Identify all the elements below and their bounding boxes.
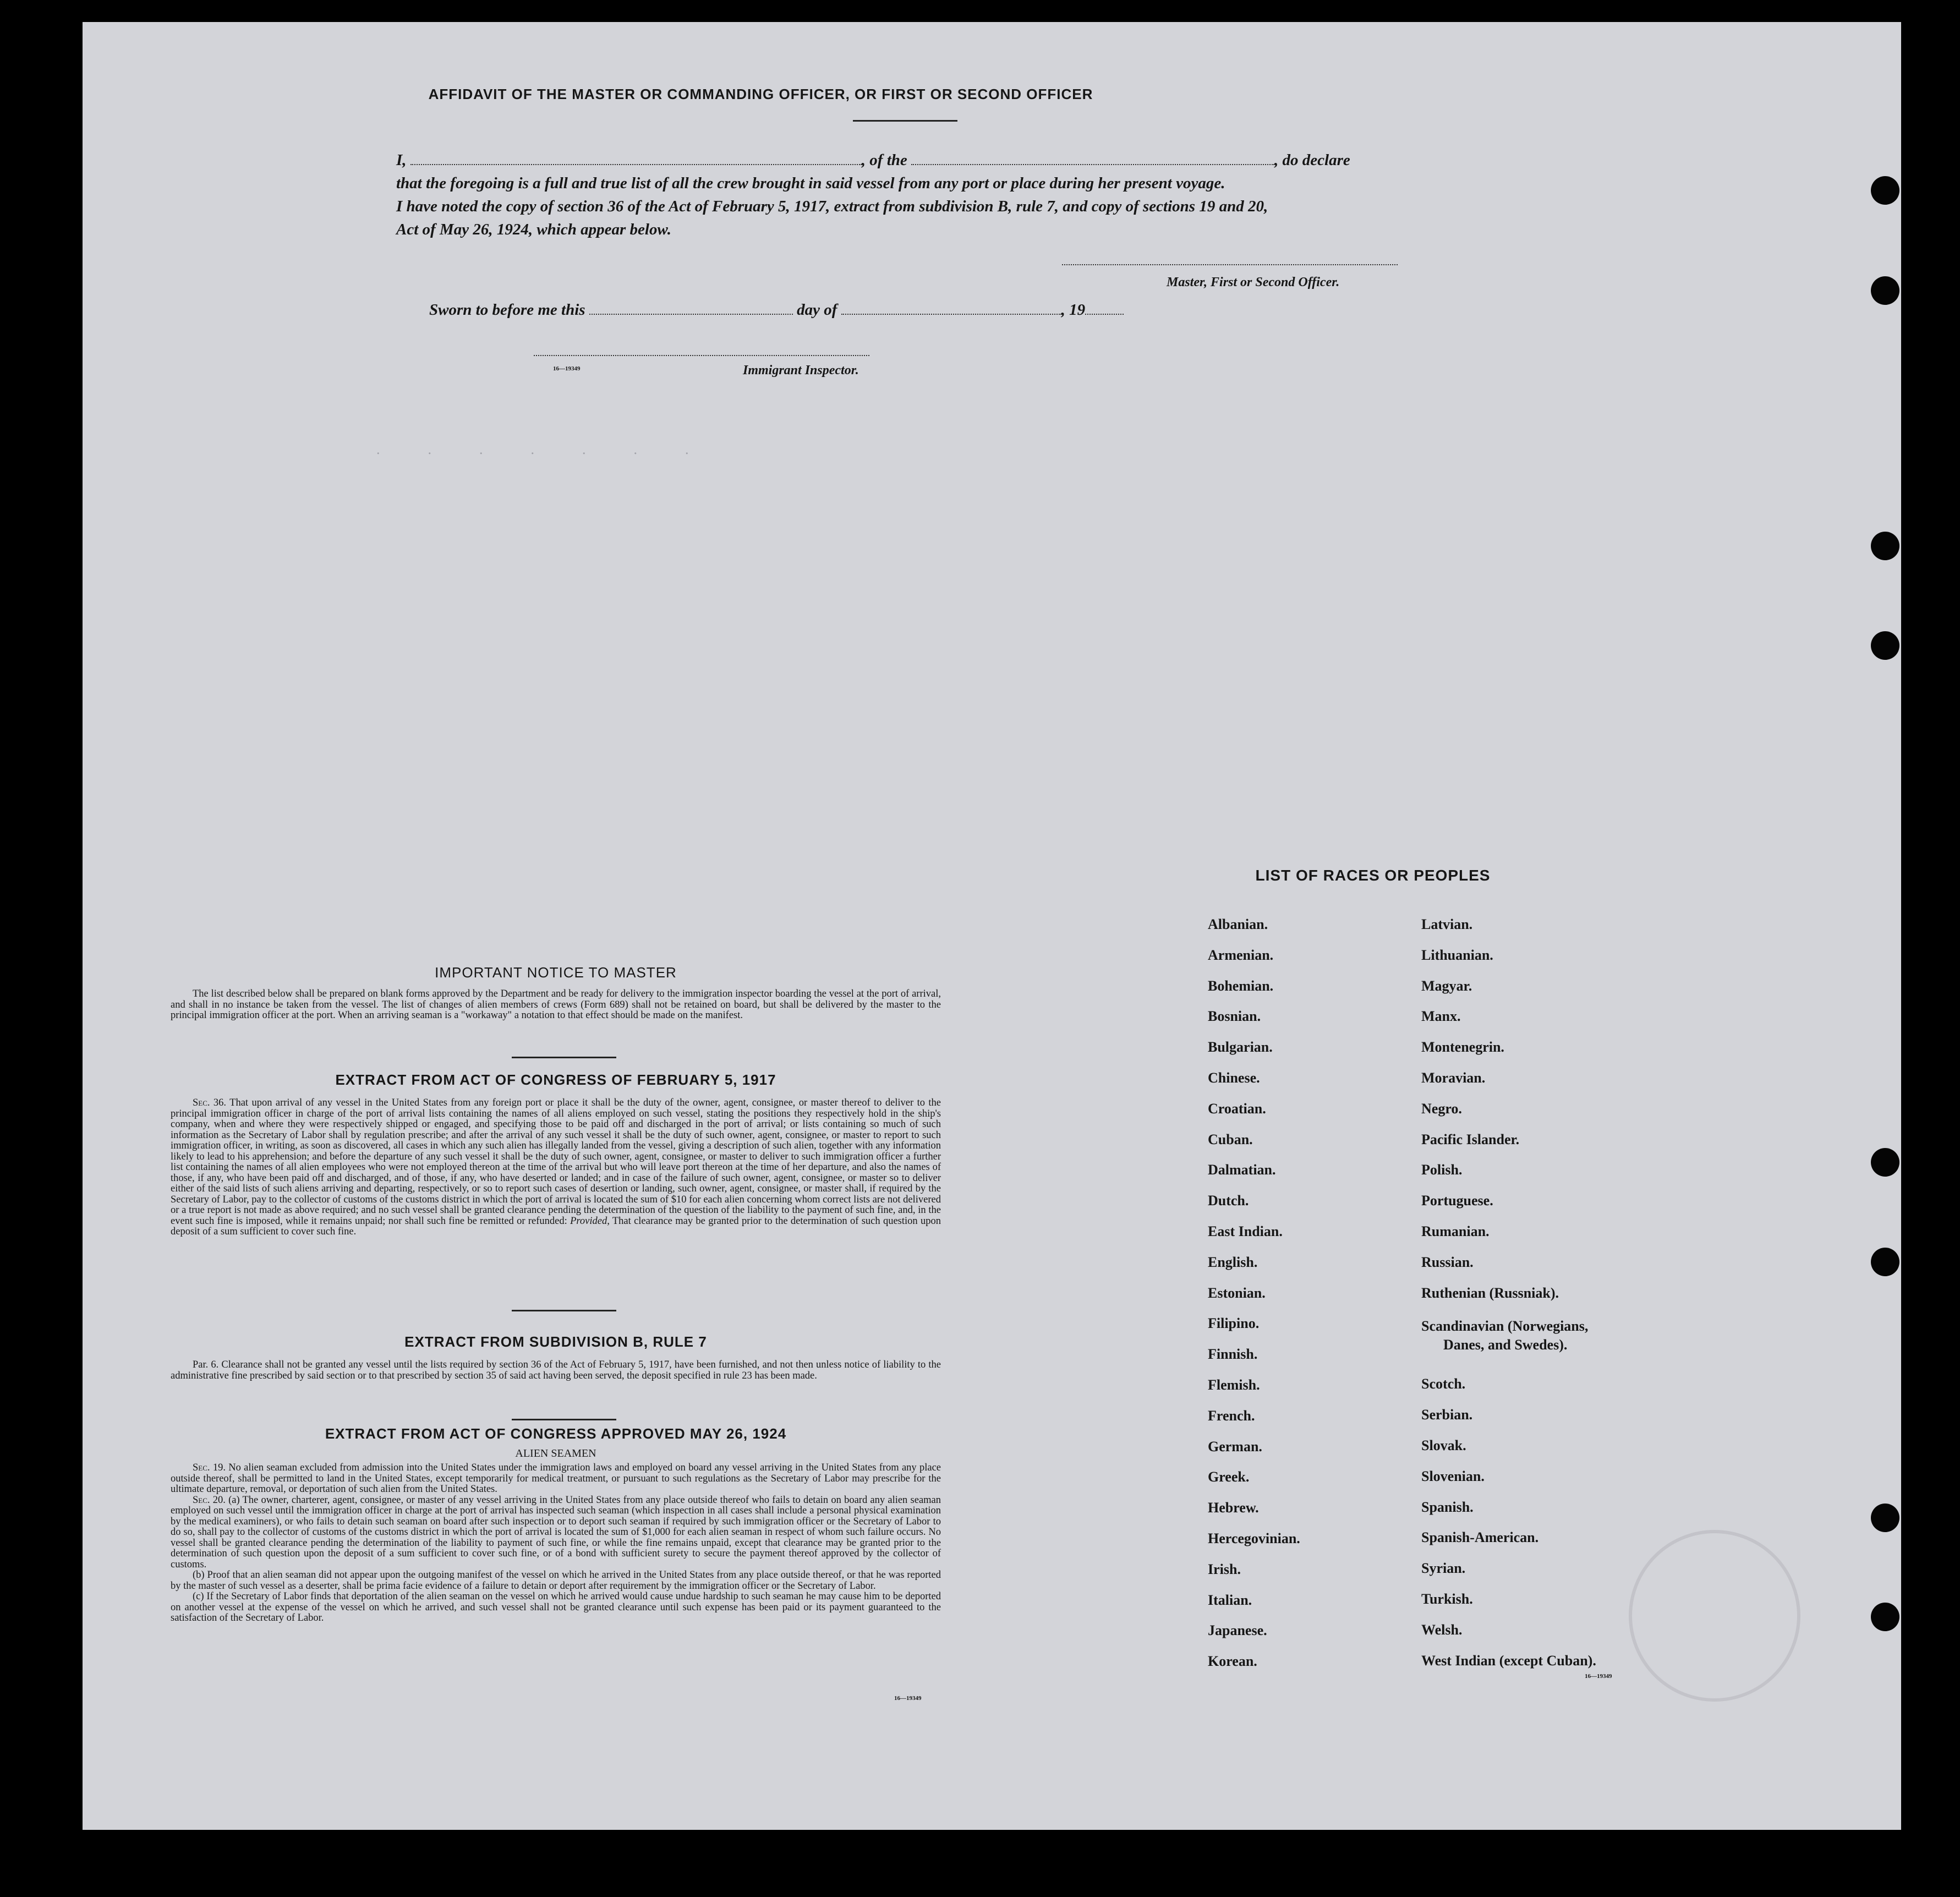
race-item: Japanese.	[1208, 1622, 1267, 1639]
subdivision-b-title: EXTRACT FROM SUBDIVISION B, RULE 7	[404, 1333, 707, 1350]
race-item: Portuguese.	[1421, 1193, 1493, 1209]
races-column-2	[1421, 909, 1652, 1676]
proviso-label: Provided,	[570, 1215, 610, 1227]
race-item: Negro.	[1421, 1100, 1462, 1117]
alien-seamen-subtitle: ALIEN SEAMEN	[515, 1447, 596, 1459]
race-item: Cuban.	[1208, 1131, 1253, 1147]
race-item: Spanish-American.	[1421, 1529, 1539, 1546]
race-item: Ruthenian (Russniak).	[1421, 1284, 1559, 1301]
extract-1917-text	[171, 1098, 941, 1238]
sec-20a-text: (a) The owner, charterer, agent, consignee, or master of any vessel arriving in the United States from any place outside thereof who fails to detain on board any alien seaman employed on such vessel until the immigration officer in charge at the port of arrival has inspected such seaman (which inspection in all cases shall include a personal physical examination by the medical examiners), or who fails to detain such seaman on board after such inspection or to deport such seaman if required by such immigration officer or the Secretary of Labor to do so, shall pay to the collector of customs of the customs district in which the port of arrival is located the sum of $1,000 for each alien seaman in respect of whom such failure occurs. No vessel shall be granted clearance pending the determination of the liability to payment of such fine, or while the fine remains unpaid, except that clearance may be granted prior to the determination of such question upon the deposit of a sum sufficient to cover such fine, or of a bond with sufficient surety to secure the payment thereof approved by the collector of customs.	[171, 1494, 941, 1570]
sec-20c-text: (c) If the Secretary of Labor finds that deportation of the alien seaman on the vessel on which he arrived would cause undue hardship to such seaman he may cause him to be deported on another vessel at the expense of the vessel on which he arrived, and such vessel shall not be granted clearance until such expense has been paid or its payment guaranteed to the satisfaction of the Secretary of Labor.	[171, 1591, 941, 1623]
race-item: Welsh.	[1421, 1621, 1463, 1638]
race-item: Albanian.	[1208, 916, 1268, 932]
proviso-text: That clearance may be granted prior to the determination of such question upon deposit of a sum sufficient to cover such fine.	[171, 1215, 941, 1237]
affidavit-line-4: Act of May 26, 1924, which appear below.	[396, 221, 671, 238]
race-item: Estonian.	[1208, 1284, 1266, 1301]
race-item: Flemish.	[1208, 1376, 1260, 1393]
race-item: West Indian (except Cuban).	[1421, 1652, 1596, 1669]
form-number: 16—19349	[1585, 1673, 1612, 1680]
sworn-day-field[interactable]	[589, 314, 793, 315]
race-item: Armenian.	[1208, 947, 1274, 963]
sworn-year-field[interactable]	[1085, 314, 1124, 315]
affidavit-i: I,	[396, 151, 407, 169]
punch-hole	[1871, 176, 1899, 205]
subdivision-b-text: Par. 6. Clearance shall not be granted any vessel until the lists required by section 36 of the Act of February 5, 1917, have been furnished, and not then unless notice of liability to the administrative fine prescribed by said section or to that prescribed by section 35 of said act having been served, the deposit specified in rule 23 has been made.	[171, 1359, 941, 1381]
race-item: Greek.	[1208, 1469, 1250, 1485]
stamp-seal	[1629, 1530, 1800, 1702]
race-item: English.	[1208, 1254, 1258, 1270]
race-item: Rumanian.	[1421, 1223, 1490, 1239]
affidavit-line-3: I have noted the copy of section 36 of the Act of February 5, 1917, extract from subdivision B, rule 7, and copy of sections 19 and 20,	[396, 198, 1268, 215]
race-item: Russian.	[1421, 1254, 1474, 1270]
inspector-label: Immigrant Inspector.	[743, 363, 859, 378]
race-item: Hebrew.	[1208, 1500, 1259, 1516]
sec-36-text: That upon arrival of any vessel in the United States from any foreign port or place it shall be the duty of the owner, agent, consignee, or master thereof to deliver to the principal immigration officer in charge of the port of arrival lists containing the names of all aliens employed on such vessel, stating the positions they respectively hold in the ship's company, when and where they were respectively shipped or engaged, and specifying those to be paid off and discharged in the port of arrival; or lists containing so much of such information as the Secretary of Labor shall by regulation prescribe; and after the arrival of any such vessel it shall be the duty of such owner, agent, consignee, or master to report to such immigration officer, in writing, as soon as discovered, all cases in which any such alien has illegally landed from the vessel, giving a description of such alien, together with any information likely to lead to his apprehension; and before the departure of any such vessel it shall be the duty of such owner, agent, consignee, or master to deliver to such immigration officer a further list containing the names of all alien employees who were not employed thereon at the time of the arrival but who will leave port thereon at the time of her departure, and also the names of those, if any, who have been paid off and discharged, and of those, if any, who have deserted or landed; and in case of the failure of such owner, agent, consignee, or master so to deliver either of the said lists of such aliens arriving and departing, respectively, or so to report such cases of desertion or landing, such owner, agent, consignee, or master shall, if required by the Secretary of Labor, pay to the collector of customs of the customs district in which the port of arrival is located the sum of $10 for each alien concerning whom correct lists are not delivered or a true report is not made as above required; and no such vessel shall be granted clearance pending the determination of the question of the liability to the payment of such fine, and, in the event such fine is imposed, while it remains unpaid; nor shall such fine be remitted or refunded:	[171, 1097, 941, 1227]
punch-hole	[1871, 1148, 1899, 1177]
divider	[512, 1419, 616, 1420]
act-1924-text	[171, 1463, 941, 1624]
bleed-through: . . . . . . .	[376, 441, 690, 457]
punch-hole	[1871, 1603, 1899, 1631]
affidavit-of-the: , of the	[861, 151, 907, 169]
race-item: Turkish.	[1421, 1590, 1473, 1607]
race-item: Lithuanian.	[1421, 947, 1493, 963]
race-item: Latvian.	[1421, 916, 1473, 932]
extract-1917-title: EXTRACT FROM ACT OF CONGRESS OF FEBRUARY 5, 1917	[335, 1071, 776, 1088]
notice-title: IMPORTANT NOTICE TO MASTER	[435, 964, 677, 981]
divider	[512, 1310, 616, 1311]
punch-hole	[1871, 1504, 1899, 1532]
sec-20b-text: (b) Proof that an alien seaman did not appear upon the outgoing manifest of the vessel on which he arrived in the United States from any place outside thereof, or that he was reported by the master of such vessel as a deserter, shall be prima facie evidence of a failure to detain or deport after requirement by the immigration officer or the Secretary of Labor.	[171, 1570, 941, 1592]
race-item: Bohemian.	[1208, 977, 1274, 994]
race-item: Irish.	[1208, 1561, 1241, 1577]
sworn-month-field[interactable]	[841, 314, 1061, 315]
affidavit-line-1	[396, 149, 1409, 172]
race-item: Manx.	[1421, 1008, 1461, 1025]
race-item: French.	[1208, 1407, 1255, 1424]
divider	[512, 1057, 616, 1058]
inspector-signature-field[interactable]	[534, 355, 869, 356]
punch-hole	[1871, 1248, 1899, 1276]
notice-text: The list described below shall be prepared on blank forms approved by the Department and be ready for delivery to the immigration inspector boarding the vessel at the port of arrival, and shall in no instance be taken from the vessel. The list of changes of alien members of crews (Form 689) shall not be retained on board, but shall be delivered by the master to the principal immigration officer at the port. When an arriving seaman is a "workaway" a notation to that effect should be made on the manifest.	[171, 988, 941, 1021]
race-item: Danes, and Swedes).	[1443, 1337, 1568, 1353]
race-item: Italian.	[1208, 1592, 1252, 1608]
sworn-year-prefix: , 19	[1061, 301, 1086, 319]
divider	[853, 120, 957, 122]
race-item: Finnish.	[1208, 1346, 1258, 1363]
affidavit-title: AFFIDAVIT OF THE MASTER OR COMMANDING OFFICER, OR FIRST OR SECOND OFFICER	[428, 86, 1093, 102]
sworn-line	[429, 298, 1124, 321]
document-sheet	[83, 22, 1901, 1830]
form-number: 16—19349	[553, 365, 581, 372]
sec-19-label: Sec. 19.	[193, 1462, 226, 1473]
race-item: East Indian.	[1208, 1223, 1283, 1239]
punch-hole	[1871, 631, 1899, 660]
races-column-1	[1208, 909, 1406, 1677]
race-item: Bulgarian.	[1208, 1039, 1273, 1056]
sec-19-text: No alien seaman excluded from admission into the United States under the immigration laws and employed on board any vessel arriving in the United States from any place outside thereof, shall be permitted to land in the United States, except temporarily for medical treatment, or pursuant to such regulations as the Secretary of Labor may prescribe for the ultimate departure, removal, or deportation of such alien from the United States.	[171, 1462, 941, 1495]
race-item: Hercegovinian.	[1208, 1530, 1300, 1546]
affidavit-do-declare: , do declare	[1274, 151, 1350, 169]
race-item: Dalmatian.	[1208, 1162, 1276, 1178]
race-item: Pacific Islander.	[1421, 1131, 1520, 1147]
race-item: German.	[1208, 1438, 1262, 1455]
race-item: Scandinavian (Norwegians,	[1421, 1318, 1589, 1335]
race-item: Scotch.	[1421, 1376, 1466, 1392]
race-item: Croatian.	[1208, 1100, 1266, 1117]
race-item: Montenegrin.	[1421, 1039, 1504, 1056]
signature-label: Master, First or Second Officer.	[1167, 275, 1340, 289]
race-item: Dutch.	[1208, 1193, 1249, 1209]
race-item: Slovenian.	[1421, 1468, 1485, 1484]
race-item: Slovak.	[1421, 1437, 1466, 1453]
race-item: Korean.	[1208, 1653, 1257, 1670]
signature-field[interactable]	[1062, 264, 1398, 265]
races-title: LIST OF RACES OR PEOPLES	[1255, 867, 1491, 884]
race-item: Magyar.	[1421, 977, 1472, 994]
race-item: Moravian.	[1421, 1069, 1486, 1086]
race-item: Syrian.	[1421, 1560, 1466, 1577]
affidavit-line-2: that the foregoing is a full and true list of all the crew brought in said vessel from any port or place during her present voyage.	[396, 174, 1225, 192]
sworn-day-of: day of	[797, 301, 837, 319]
race-item: Spanish.	[1421, 1499, 1474, 1515]
name-field[interactable]	[410, 164, 862, 165]
punch-hole	[1871, 532, 1899, 560]
race-item: Filipino.	[1208, 1315, 1260, 1332]
punch-hole	[1871, 276, 1899, 305]
race-item: Chinese.	[1208, 1069, 1260, 1086]
sec-20-label: Sec. 20.	[193, 1494, 226, 1506]
sec-36-label: Sec. 36.	[193, 1097, 227, 1108]
vessel-field[interactable]	[911, 164, 1274, 165]
race-item: Bosnian.	[1208, 1008, 1261, 1025]
form-number: 16—19349	[894, 1695, 922, 1702]
race-item: Serbian.	[1421, 1407, 1473, 1423]
act-1924-title: EXTRACT FROM ACT OF CONGRESS APPROVED MAY 26, 1924	[325, 1425, 787, 1442]
sworn-text: Sworn to before me this	[429, 301, 585, 319]
race-item: Polish.	[1421, 1162, 1463, 1178]
